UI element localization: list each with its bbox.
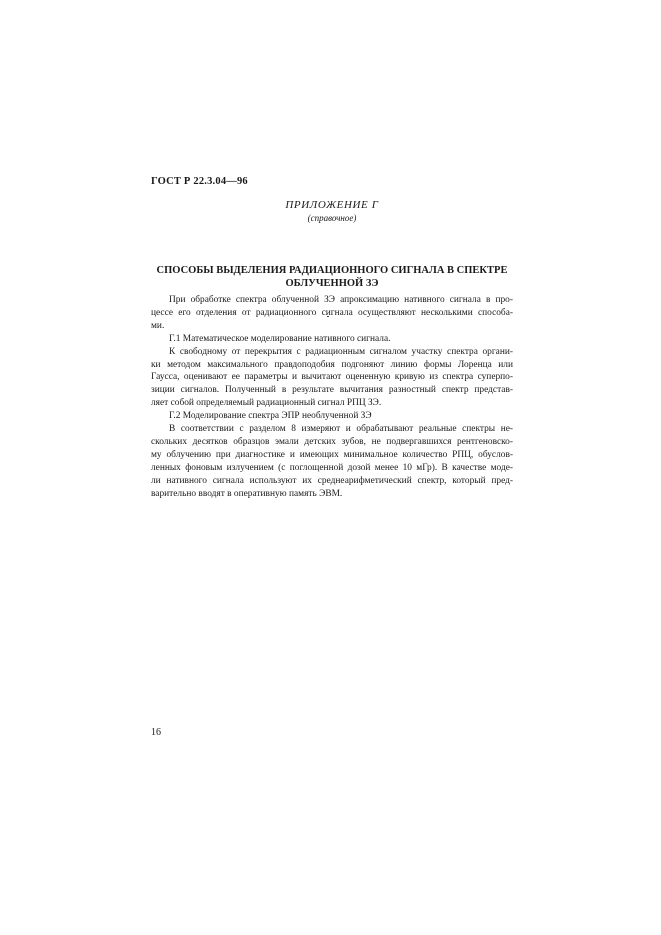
section-heading [151, 264, 513, 290]
document-code: ГОСТ Р 22.3.04—96 [151, 176, 248, 187]
text-line: В соответствии с разделом 8 измеряют и обрабатывают реальные спектры не- [169, 424, 513, 435]
text-line: Г.2 Моделирование спектра ЭПР необлученной ЗЭ [169, 411, 372, 422]
text-line: К свободному от перекрытия с радиационным сигналом участку спектра органи- [169, 346, 513, 357]
heading-line: СПОСОБЫ ВЫДЕЛЕНИЯ РАДИАЦИОННОГО СИГНАЛА В СПЕКТРЕ [156, 265, 508, 276]
text-line: ли нативного сигнала используют их среднеарифметический спектр, который пред- [151, 475, 513, 486]
body-text [151, 294, 513, 501]
text-line: ми. [151, 320, 165, 331]
text-line: цессе его отделения от радиационного сигнала осуществляют несколькими способа- [151, 307, 513, 318]
text-line: Гаусса, оценивают ее параметры и вычитают оцененную кривую из спектра суперпо- [151, 372, 513, 383]
text-line: варительно вводят в оперативную память ЭВМ. [151, 488, 343, 499]
text-line: зиции сигналов. Полученный в результате вычитания разностный спектр представ- [151, 385, 513, 396]
text-line: скольких десятков образцов эмали детских зубов, не подвергавшихся рентгеновско- [151, 436, 513, 447]
page-number: 16 [151, 727, 161, 738]
text-line: му облучению при диагностике и имеющих минимальное количество РПЦ, обуслов- [151, 449, 513, 460]
text-line: ляет собой определяемый радиационный сигнал РПЦ ЗЭ. [151, 398, 382, 409]
text-line: ки методом максимального правдоподобия подгоняют линию формы Лоренца или [151, 359, 513, 370]
appendix-title: ПРИЛОЖЕНИЕ Г [285, 199, 379, 211]
heading-line: ОБЛУЧЕННОЙ ЗЭ [285, 278, 379, 289]
text-line: ленных фоновым излучением (с поглощенной дозой менее 10 мГр). В качестве моде- [151, 462, 513, 473]
appendix-note: (справочное) [307, 213, 357, 223]
text-line: Г.1 Математическое моделирование нативного сигнала. [169, 333, 391, 344]
text-line: При обработке спектра облученной ЗЭ апроксимацию нативного сигнала в про- [169, 295, 513, 305]
